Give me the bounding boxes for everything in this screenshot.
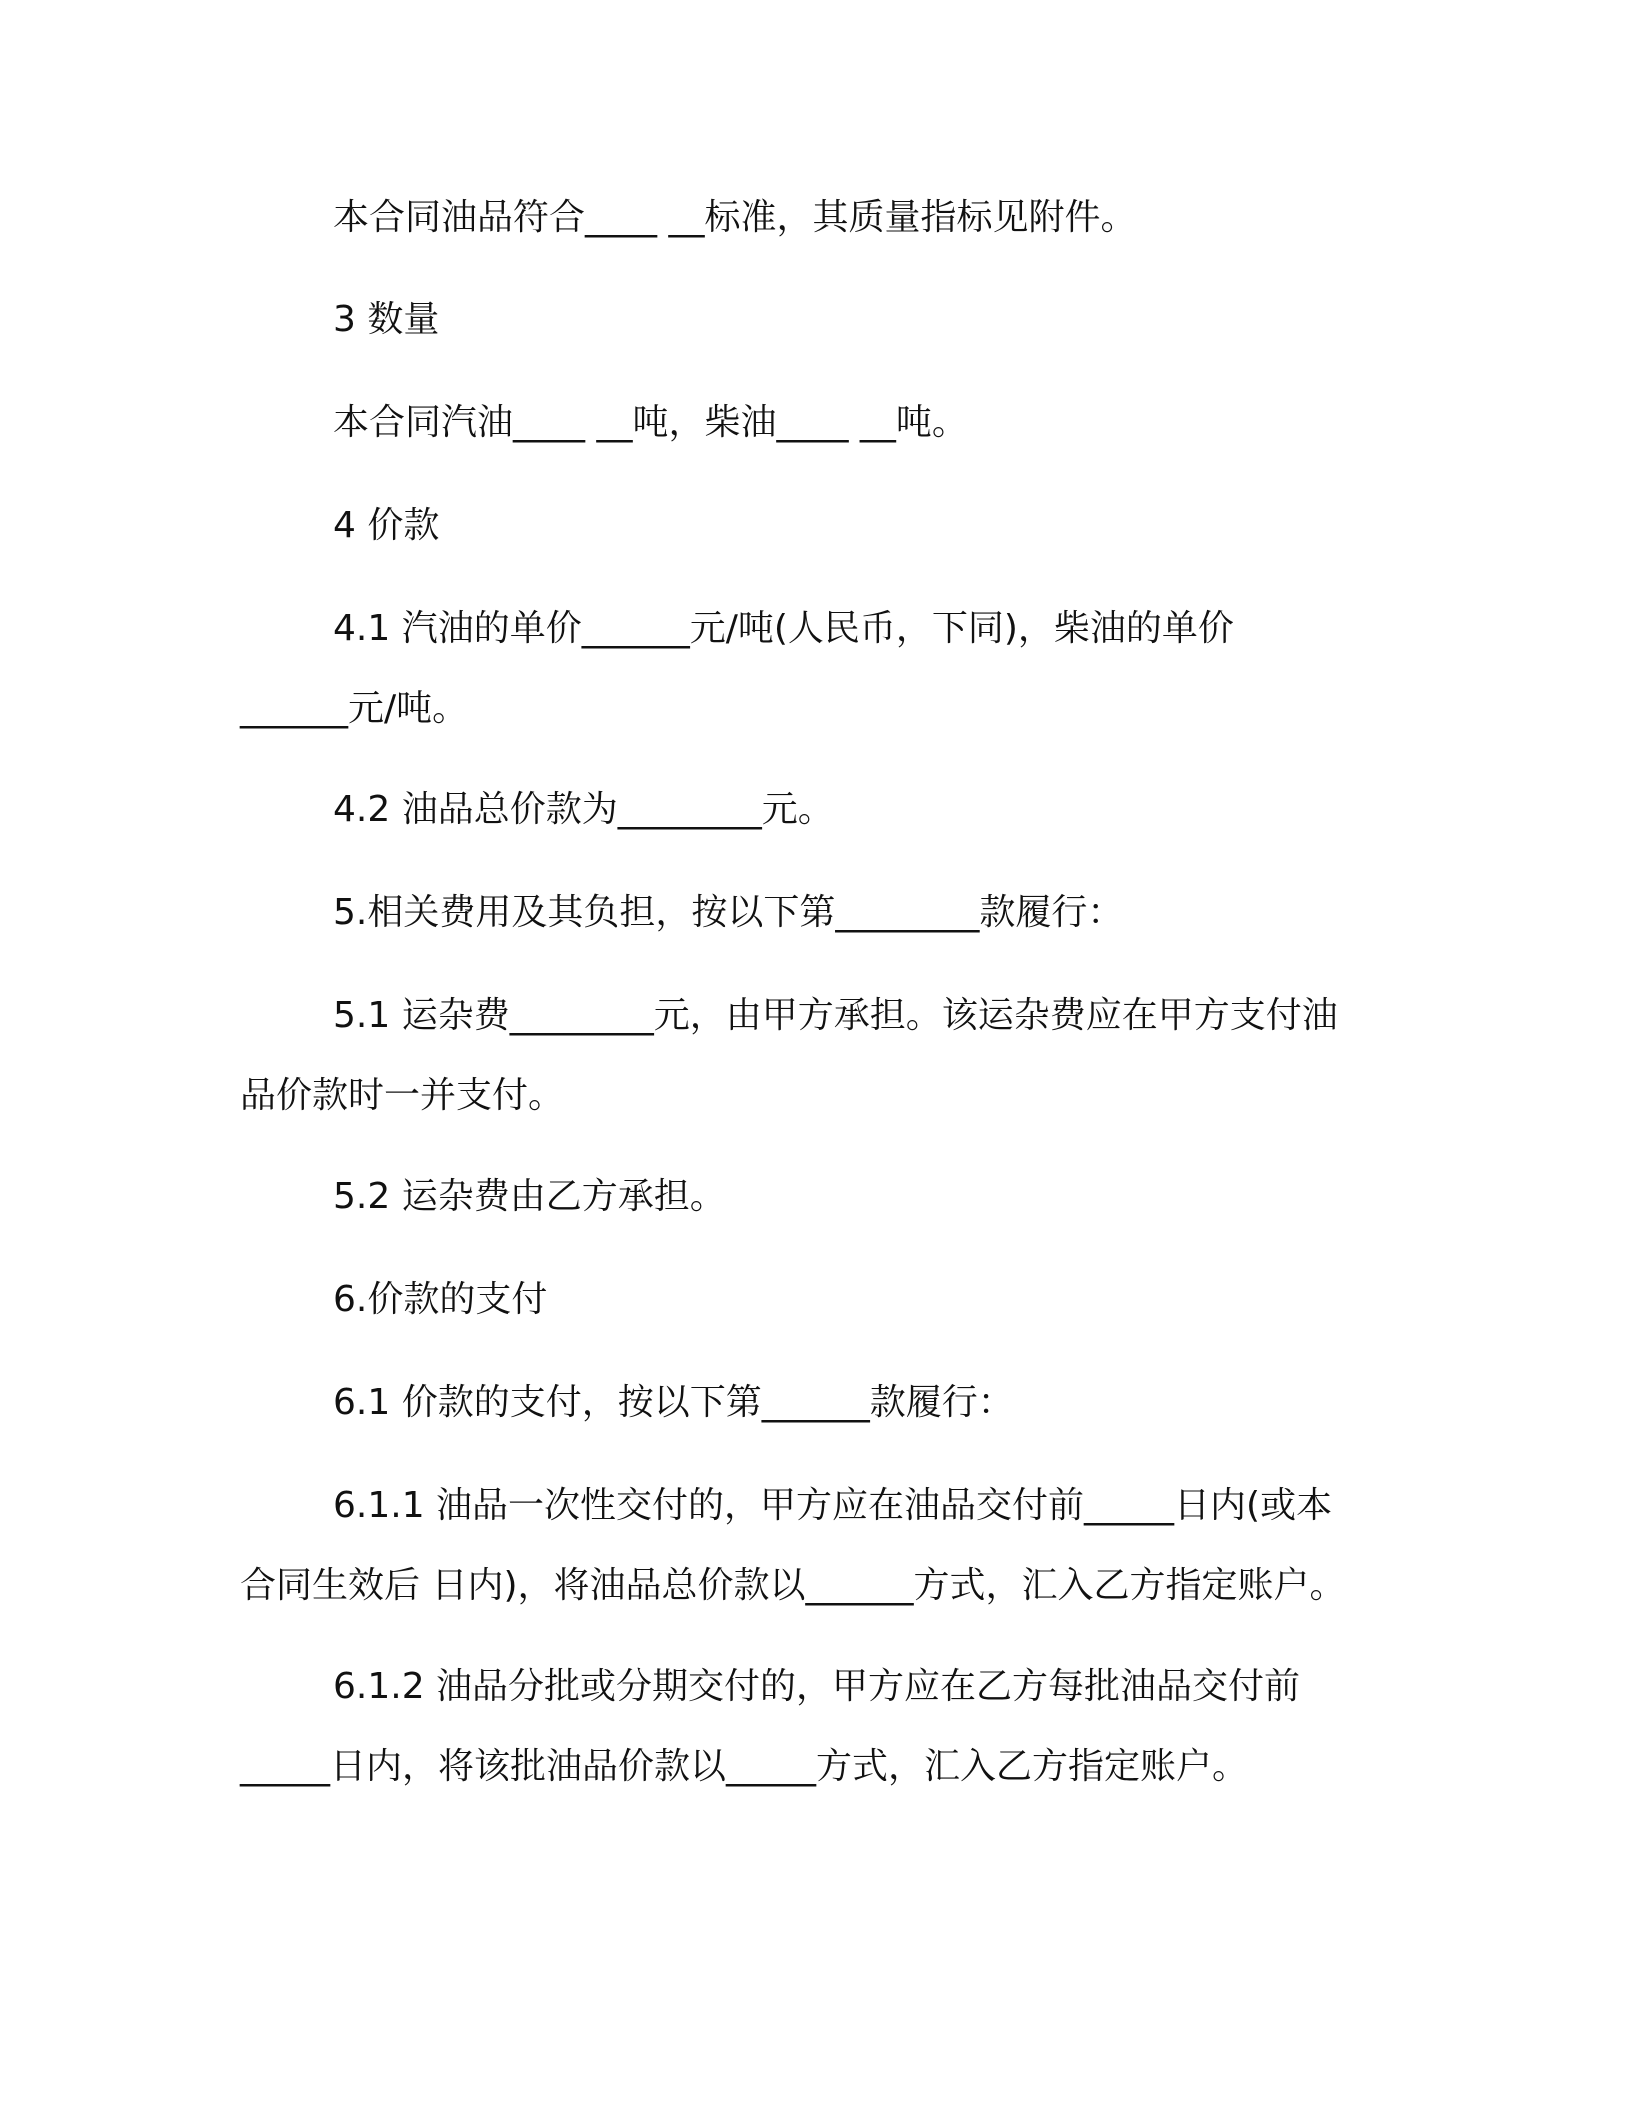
clause-5-1-line-1: 5.1 运杂费________元，由甲方承担。该运杂费应在甲方支付油 bbox=[333, 995, 1338, 1036]
quantity-line: 本合同汽油____ __吨，柴油____ __吨。 bbox=[333, 402, 968, 443]
clause-4-1-line-2: ______元/吨。 bbox=[240, 688, 469, 729]
clause-6-1: 6.1 价款的支付，按以下第______款履行： bbox=[333, 1382, 1014, 1423]
section-5-heading: 5.相关费用及其负担，按以下第________款履行： bbox=[333, 892, 1124, 933]
section-3-heading: 3 数量 bbox=[333, 299, 440, 340]
clause-4-1-line-1: 4.1 汽油的单价______元/吨(人民币，下同)，柴油的单价 bbox=[333, 608, 1234, 649]
clause-6-1-1-line-2: 合同生效后 日内)，将油品总价款以______方式，汇入乙方指定账户。 bbox=[240, 1565, 1346, 1606]
clause-6-1-2-line-1: 6.1.2 油品分批或分期交付的，甲方应在乙方每批油品交付前 bbox=[333, 1666, 1301, 1707]
clause-4-2: 4.2 油品总价款为________元。 bbox=[333, 789, 834, 830]
quality-standard-line: 本合同油品符合____ __标准，其质量指标见附件。 bbox=[333, 197, 1137, 238]
clause-6-1-2-line-2: _____日内，将该批油品价款以_____方式，汇入乙方指定账户。 bbox=[240, 1746, 1249, 1787]
section-6-heading: 6.价款的支付 bbox=[333, 1279, 548, 1320]
clause-6-1-1-line-1: 6.1.1 油品一次性交付的，甲方应在油品交付前_____日内(或本 bbox=[333, 1485, 1333, 1526]
clause-5-1-line-2: 品价款时一并支付。 bbox=[240, 1075, 565, 1116]
section-4-heading: 4 价款 bbox=[333, 505, 440, 546]
clause-5-2: 5.2 运杂费由乙方承担。 bbox=[333, 1176, 726, 1217]
